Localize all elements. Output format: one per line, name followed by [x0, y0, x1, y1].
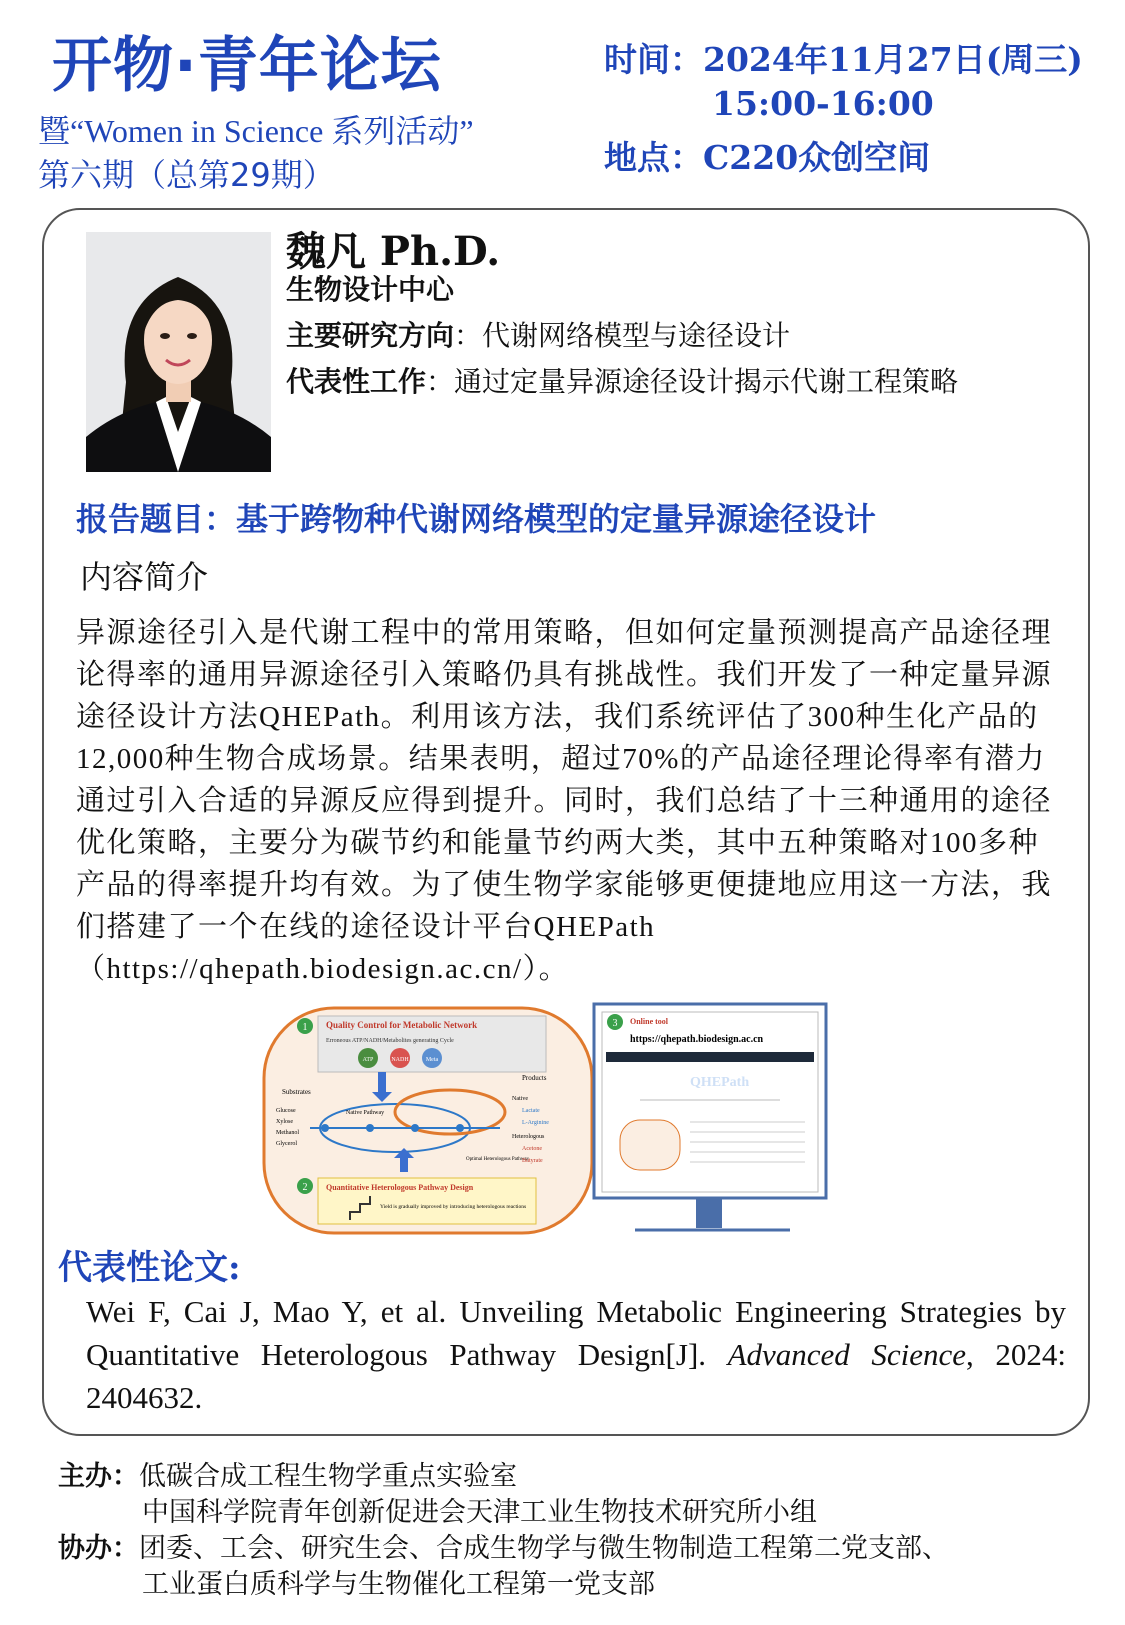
paper-heading: 代表性论文: [58, 1248, 241, 1288]
heterologous-label: Heterologous [512, 1134, 545, 1140]
cohost-line-2: 工业蛋白质科学与生物催化工程第一党支部 [142, 1569, 655, 1600]
abstract-heading: 内容简介 [80, 558, 209, 596]
speaker-name: 魏凡 Ph.D. [286, 228, 501, 275]
figure-num-2: 2 [302, 1182, 308, 1193]
substrate-2: Xylose [276, 1119, 293, 1125]
panel3-url: https://qhepath.biodesign.ac.cn [630, 1034, 764, 1045]
screen-logo: QHEPath [690, 1075, 750, 1090]
paper-citation [86, 1290, 1066, 1419]
substrate-1: Glucose [276, 1108, 296, 1114]
het-product-1: Acetone [522, 1146, 542, 1152]
panel1-sub: Erroneous ATP/NADH/Metabolites generating Cycle [326, 1038, 454, 1044]
figure-num-3: 3 [612, 1018, 618, 1029]
optimal-pathway-label: Optimal Heterologous Pathway [466, 1157, 530, 1162]
event-time [604, 34, 1083, 81]
speaker-work [286, 360, 958, 400]
citation-authors: Wei F, Cai J, Mao Y, et al. Unveiling Metabolic Engineering Strategies by Quantitative Heterologous Pathway Design[J]. [86, 1294, 1066, 1372]
research-value: ：代谢网络模型与途径设计 [454, 319, 791, 352]
cohost-line-1 [58, 1526, 949, 1565]
substrates-label: Substrates [282, 1088, 311, 1096]
report-title: 报告题目：基于跨物种代谢网络模型的定量异源途径设计 [76, 500, 877, 538]
event-place [604, 132, 930, 179]
panel3-title: Online tool [630, 1017, 669, 1026]
place-label: 地点： [604, 138, 703, 177]
work-label: 代表性工作 [286, 365, 427, 398]
speaker-department [286, 268, 454, 308]
research-label: 主要研究方向 [286, 319, 455, 352]
native-product-2: L-Arginine [522, 1120, 549, 1126]
event-series: 暨“Women in Science 系列活动” [38, 113, 474, 149]
place-value: C220众创空间 [703, 138, 931, 177]
cofactor-meta: Meta [425, 1057, 439, 1063]
cofactor-nadh: NADH [391, 1057, 409, 1063]
event-title: 开物·青年论坛 [52, 31, 442, 101]
event-time-range: 15:00-16:00 [712, 84, 934, 123]
het-product-2: Butyrate [522, 1158, 543, 1164]
abstract-text: 异源途径引入是代谢工程中的常用策略，但如何定量预测提高产品途径理论得率的通用异源途径引入策略仍具有挑战性。我们开发了一种定量异源途径设计方法QHEPath。利用该方法，我们系统评估了300种生化产品的12,000种生物合成场景。结果表明，超过70%的产品途径理论得率有潜力通过引入合适的异源反应得到提升。同时，我们总结了十三种通用的途径优化策略，主要分为碳节约和能量节约两大类，其中五种策略对100多种产品的得率提升均有效。为了使生物学家能够更便捷地应用这一方法，我们搭建了一个在线的途径设计平台QHEPath（https://qhepath.biodesign.ac.cn/）。 [76, 617, 1053, 985]
event-issue: 第六期（总第29期） [38, 156, 335, 194]
native-pathway-label: Native Pathway [346, 1110, 385, 1116]
citation-journal: Advanced Science [727, 1337, 967, 1372]
host-org-1: 低碳合成工程生物学重点实验室 [139, 1461, 517, 1492]
department-text: 生物设计中心 [286, 273, 455, 306]
pathway-figure [260, 1000, 860, 1245]
panel2-text: Yield is gradually improved by introducing heterologous reactions [380, 1204, 527, 1210]
products-label: Products [522, 1074, 547, 1082]
host-label: 主办： [58, 1461, 139, 1492]
citation-year: , 2024: 2404632. [86, 1337, 1066, 1415]
native-label: Native [512, 1096, 528, 1102]
host-line-2: 中国科学院青年创新促进会天津工业生物技术研究所小组 [142, 1497, 817, 1528]
cohost-label: 协办： [58, 1533, 139, 1564]
substrate-3: Methanol [276, 1130, 299, 1136]
native-product-1: Lactate [522, 1108, 540, 1114]
panel2-title: Quantitative Heterologous Pathway Design [326, 1183, 474, 1192]
substrate-4: Glycerol [276, 1141, 297, 1147]
cofactor-atp: ATP [362, 1057, 374, 1063]
time-label: 时间： [604, 40, 703, 79]
speaker-research [286, 314, 790, 354]
time-value: 2024年11月27日(周三) [703, 40, 1083, 79]
speaker-photo [86, 232, 271, 472]
work-value: ：通过定量异源途径设计揭示代谢工程策略 [426, 365, 959, 398]
cohost-org-1: 团委、工会、研究生会、合成生物学与微生物制造工程第二党支部、 [139, 1533, 949, 1564]
figure-num-1: 1 [302, 1022, 308, 1033]
panel1-title: Quality Control for Metabolic Network [326, 1020, 478, 1030]
host-line-1 [58, 1454, 517, 1493]
